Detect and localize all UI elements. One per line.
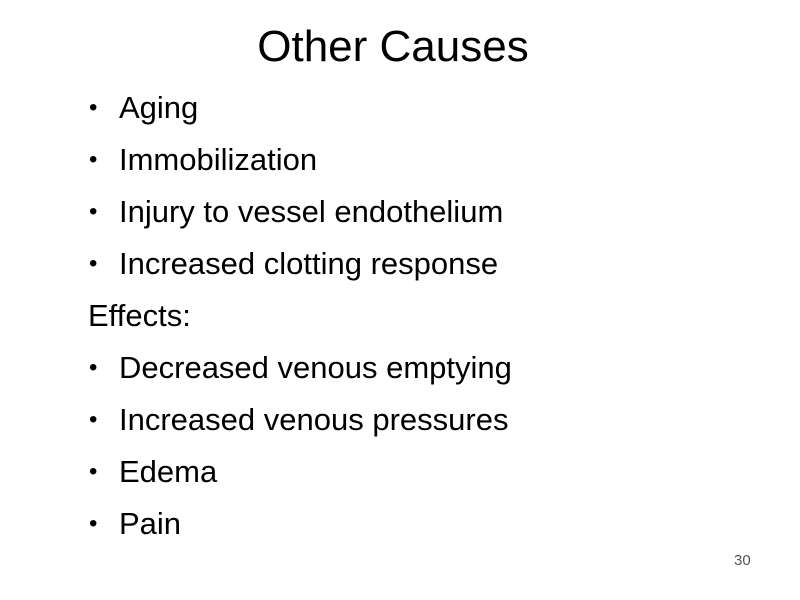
bullet-text: Increased clotting response <box>119 246 499 281</box>
slide-title: Other Causes <box>257 22 529 71</box>
bullet-icon: • <box>89 198 98 225</box>
bullet-item-edema <box>88 446 768 498</box>
bullet-icon: • <box>89 458 98 485</box>
slide-number: 30 <box>734 552 751 569</box>
bullet-item-pain <box>88 498 768 550</box>
bullet-icon: • <box>89 510 98 537</box>
bullet-text: Edema <box>119 454 218 489</box>
bullet-text: Decreased venous emptying <box>119 350 512 385</box>
effects-heading: Effects: <box>88 298 191 333</box>
bullet-icon: • <box>89 146 98 173</box>
bullet-text: Pain <box>119 506 182 541</box>
bullet-item-aging <box>88 82 768 134</box>
bullet-text: Aging <box>119 90 199 125</box>
bullet-item-venous-pressures <box>88 394 768 446</box>
bullet-text: Injury to vessel endothelium <box>119 194 504 229</box>
bullet-item-clotting <box>88 238 768 290</box>
bullet-text: Immobilization <box>119 142 318 177</box>
bullet-icon: • <box>89 406 98 433</box>
bullet-item-injury <box>88 186 768 238</box>
slide-body <box>88 82 768 550</box>
bullet-text: Increased venous pressures <box>119 402 509 437</box>
bullet-item-venous-emptying <box>88 342 768 394</box>
bullet-icon: • <box>89 250 98 277</box>
bullet-icon: • <box>89 354 98 381</box>
bullet-item-immobilization <box>88 134 768 186</box>
bullet-icon: • <box>89 94 98 121</box>
